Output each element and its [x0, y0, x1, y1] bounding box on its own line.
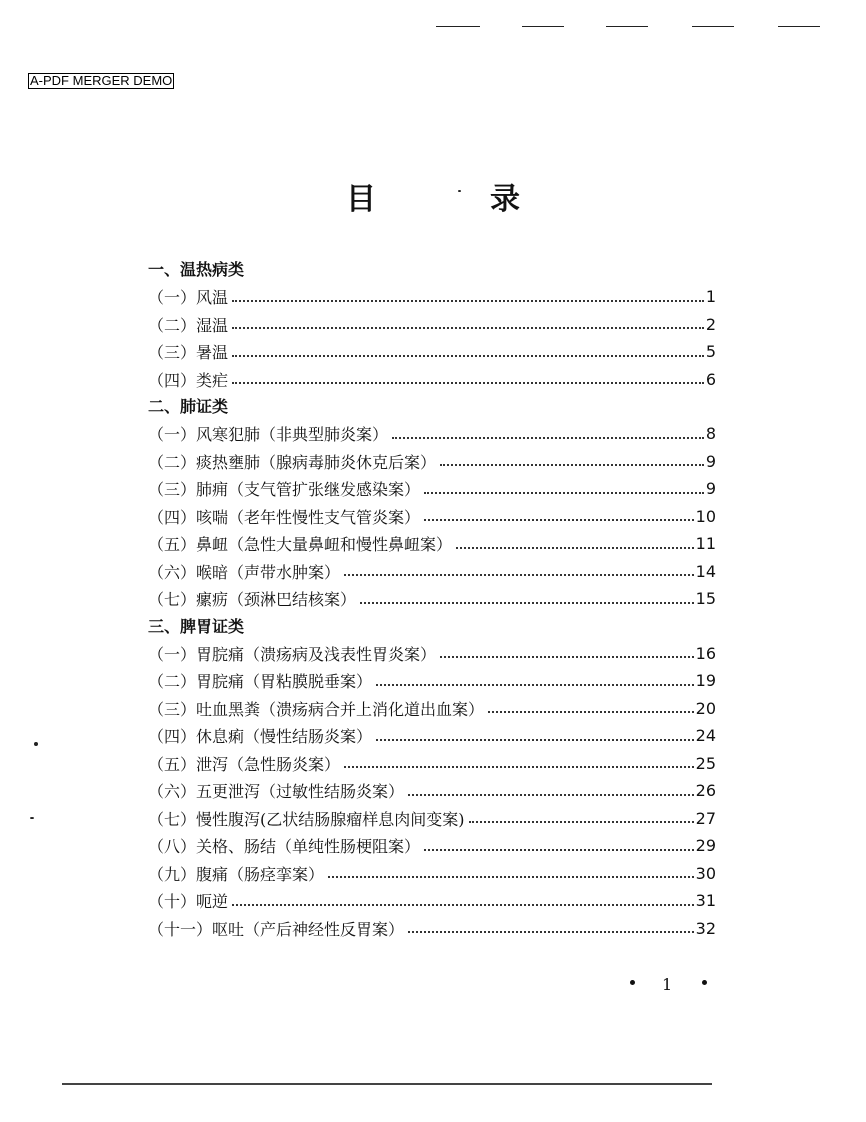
toc-entry	[148, 777, 716, 805]
dot-leader	[232, 355, 704, 357]
dot-leader	[344, 574, 694, 576]
dot-leader	[232, 382, 704, 384]
toc-entry-label: （七）慢性腹泻(乙状结肠腺瘤样息肉间变案)	[148, 809, 465, 829]
dot-leader	[424, 849, 694, 851]
section-heading: 二、肺证类	[148, 397, 229, 416]
toc-entry-page: 14	[695, 561, 716, 581]
top-rules	[436, 26, 836, 30]
top-rule	[522, 26, 564, 27]
toc-entry-label: （六）喉暗（声带水肿案）	[148, 562, 341, 582]
title-char-right: 录	[490, 182, 520, 217]
toc-entry-label: （一）风温	[148, 288, 229, 308]
toc-entry-label: （四）类疟	[148, 370, 229, 390]
toc-entry-label: （一）胃脘痛（溃疡病及浅表性胃炎案）	[148, 644, 437, 664]
toc-entry-page: 8	[705, 424, 716, 444]
page-folio	[626, 974, 716, 998]
toc-entry-label: （十）呃逆	[148, 892, 229, 912]
dot-leader	[440, 464, 704, 466]
folio-dot-icon	[630, 980, 635, 985]
top-rule	[606, 26, 648, 27]
toc-entry-label: （三）暑温	[148, 343, 229, 363]
folio-dot-icon	[702, 980, 707, 985]
dot-leader	[392, 437, 704, 439]
section-heading: 一、温热病类	[148, 260, 245, 279]
toc-entry-label: （五）泄泻（急性肠炎案）	[148, 754, 341, 774]
dot-leader	[376, 684, 694, 686]
toc-entry-label: （六）五更泄泻（过敏性结肠炎案）	[148, 782, 405, 802]
toc-entry-page: 26	[695, 781, 716, 801]
toc-entry-label: （二）痰热壅肺（腺病毒肺炎休克后案）	[148, 452, 437, 472]
toc-entry-page: 16	[695, 643, 716, 663]
toc-entry	[148, 585, 716, 613]
toc-entry-page: 1	[705, 287, 716, 307]
toc-entry-label: （三）肺痈（支气管扩张继发感染案）	[148, 480, 421, 500]
toc-entry-page: 20	[695, 698, 716, 718]
toc-entry-label: （八）关格、肠结（单纯性肠梗阻案）	[148, 837, 421, 857]
toc-entry	[148, 283, 716, 311]
toc-entry	[148, 915, 716, 943]
toc-entry	[148, 448, 716, 476]
dot-leader	[424, 492, 704, 494]
dot-leader	[360, 602, 694, 604]
dot-leader	[408, 931, 694, 933]
dot-leader	[456, 547, 694, 549]
toc-entry	[148, 640, 716, 668]
toc-entry-label: （一）风寒犯肺（非典型肺炎案）	[148, 425, 389, 445]
toc-entry	[148, 338, 716, 366]
toc-entry-page: 5	[705, 342, 716, 362]
dot-leader	[440, 656, 694, 658]
page-number: 1	[662, 975, 673, 994]
toc-entry-page: 11	[695, 534, 716, 554]
toc-entry-label: （三）吐血黑粪（溃疡病合并上消化道出血案）	[148, 699, 485, 719]
toc-entry-page: 31	[695, 891, 716, 911]
toc-entry-page: 2	[705, 314, 716, 334]
scan-speck	[34, 742, 38, 746]
watermark-banner: A-PDF MERGER DEMO	[30, 73, 173, 88]
dot-leader	[232, 327, 704, 329]
toc-entry-page: 24	[695, 726, 716, 746]
toc-entry	[148, 475, 716, 503]
toc-entry-label: （五）鼻衄（急性大量鼻衄和慢性鼻衄案）	[148, 535, 453, 555]
toc-entry-page: 19	[695, 671, 716, 691]
table-of-contents	[148, 256, 716, 942]
dot-leader	[232, 904, 694, 906]
toc-entry	[148, 420, 716, 448]
toc-entry	[148, 722, 716, 750]
toc-entry	[148, 667, 716, 695]
toc-entry-label: （二）胃脘痛（胃粘膜脱垂案）	[148, 672, 373, 692]
bottom-rule	[62, 1083, 712, 1085]
dot-leader	[232, 300, 704, 302]
dot-leader	[344, 766, 694, 768]
dot-leader	[424, 519, 694, 521]
toc-entry-label: （二）湿温	[148, 315, 229, 335]
dot-leader	[328, 876, 694, 878]
top-rule	[778, 26, 820, 27]
scan-speck	[458, 190, 461, 192]
toc-entry-page: 27	[695, 808, 716, 828]
toc-entry	[148, 503, 716, 531]
toc-entry-page: 9	[705, 479, 716, 499]
dot-leader	[408, 794, 694, 796]
toc-entry	[148, 366, 716, 394]
toc-entry-page: 15	[695, 589, 716, 609]
toc-entry	[148, 860, 716, 888]
toc-entry-label: （四）休息痢（慢性结肠炎案）	[148, 727, 373, 747]
dot-leader	[469, 821, 694, 823]
top-rule	[692, 26, 734, 27]
toc-entry-label: （四）咳喘（老年性慢性支气管炎案）	[148, 507, 421, 527]
toc-entry-label: （七）瘰疬（颈淋巴结核案）	[148, 590, 357, 610]
toc-entry-page: 30	[695, 863, 716, 883]
dot-leader	[488, 711, 694, 713]
page-title	[0, 182, 866, 222]
title-char-left: 目	[346, 182, 376, 217]
toc-entry-page: 29	[695, 836, 716, 856]
toc-entry	[148, 558, 716, 586]
toc-entry	[148, 695, 716, 723]
scan-speck	[30, 817, 34, 819]
toc-entry	[148, 887, 716, 915]
toc-entry-page: 10	[695, 506, 716, 526]
top-rule	[436, 26, 480, 27]
dot-leader	[376, 739, 694, 741]
toc-entry-page: 6	[705, 369, 716, 389]
toc-entry	[148, 530, 716, 558]
toc-entry-label: （十一）呕吐（产后神经性反胃案）	[148, 919, 405, 939]
section-heading: 三、脾胃证类	[148, 616, 245, 636]
toc-entry-page: 25	[695, 753, 716, 773]
toc-entry	[148, 750, 716, 778]
toc-entry-page: 9	[705, 451, 716, 471]
toc-entry-label: （九）腹痛（肠痉挛案）	[148, 864, 325, 884]
toc-entry	[148, 311, 716, 339]
toc-entry	[148, 832, 716, 860]
toc-entry	[148, 805, 716, 833]
toc-entry-page: 32	[695, 918, 716, 938]
